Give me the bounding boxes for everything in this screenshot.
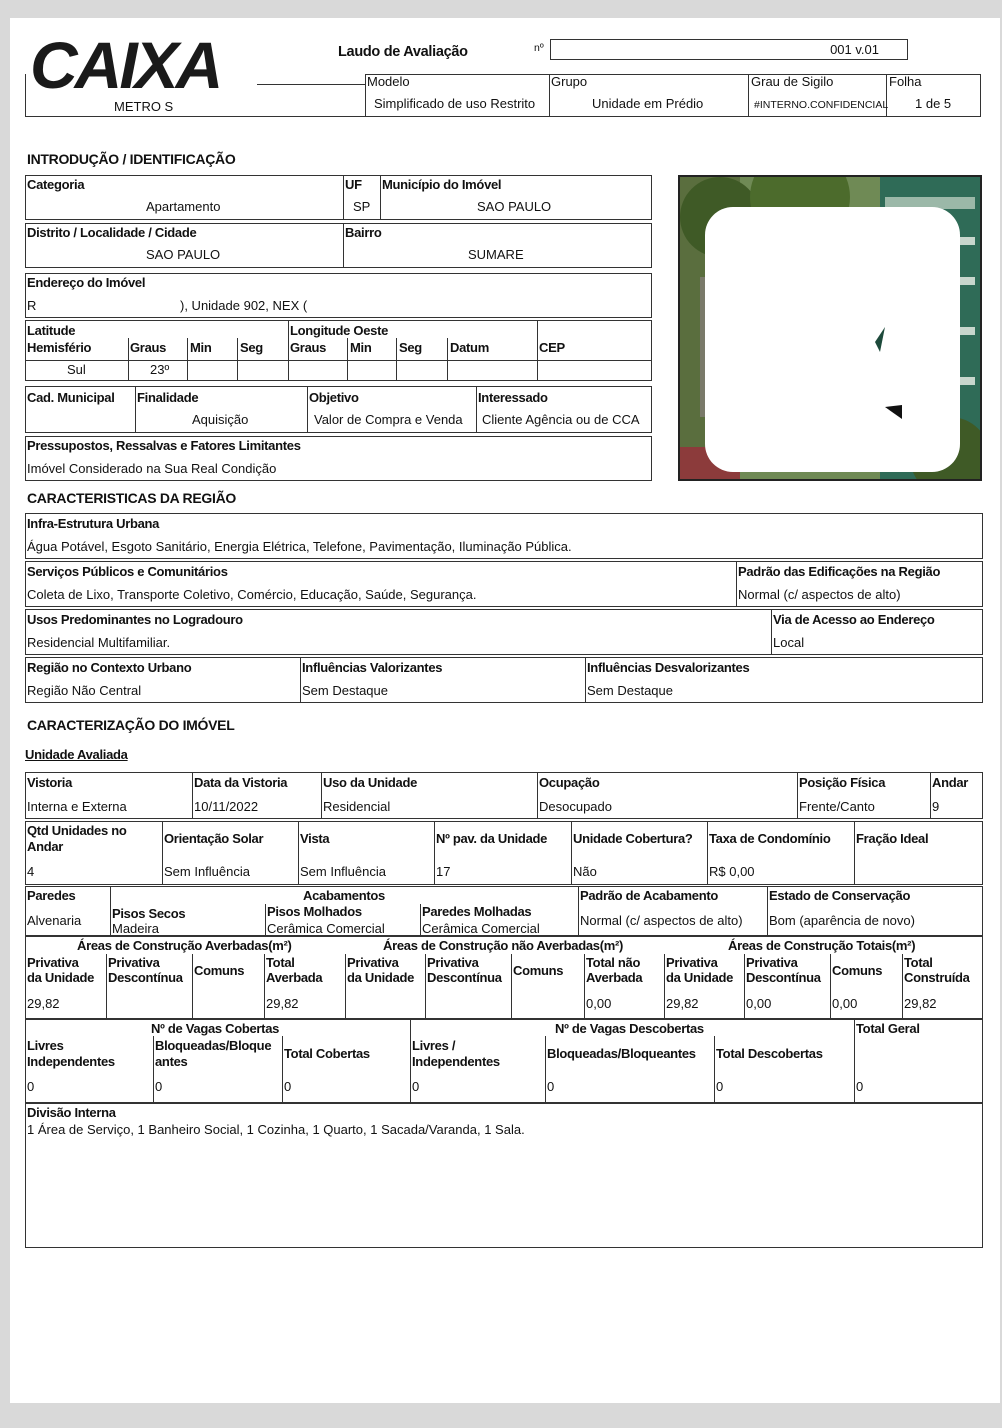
divisao-value: 1 Área de Serviço, 1 Banheiro Social, 1 Cozinha, 1 Quarto, 1 Sacada/Varanda, 1 Sala. bbox=[27, 1122, 525, 1137]
pressupostos-label: Pressupostos, Ressalvas e Fatores Limitantes bbox=[27, 438, 301, 453]
area-col-header: Privativa da Unidade bbox=[347, 955, 415, 985]
valorizantes-value: Sem Destaque bbox=[302, 683, 388, 698]
contexto-value: Região Não Central bbox=[27, 683, 142, 698]
andar-label: Andar bbox=[932, 775, 969, 790]
vista-value: Sem Influência bbox=[300, 864, 386, 879]
area-col-header: Comuns bbox=[194, 963, 245, 978]
area-col-header: Total não Averbada bbox=[586, 955, 643, 985]
property-photo bbox=[678, 175, 982, 481]
areas-totais-label: Áreas de Construção Totais(m²) bbox=[728, 938, 916, 953]
area-col-divider bbox=[425, 954, 426, 1019]
qtd-value: 4 bbox=[27, 864, 35, 879]
area-col-value: 0,00 bbox=[832, 996, 858, 1011]
folha-label: Folha bbox=[889, 74, 922, 89]
via-value: Local bbox=[773, 635, 805, 650]
uf-value: SP bbox=[353, 199, 371, 214]
vistoria-label: Vistoria bbox=[27, 775, 73, 790]
orientacao-value: Sem Influência bbox=[164, 864, 250, 879]
padrao-acab-value: Normal (c/ aspectos de alto) bbox=[580, 913, 743, 928]
usos-value: Residencial Multifamiliar. bbox=[27, 635, 171, 650]
longitude-label: Longitude Oeste bbox=[290, 323, 389, 338]
building-photo-image bbox=[680, 177, 980, 479]
finalidade-value: Aquisição bbox=[192, 412, 249, 427]
paredes-molhadas-value: Cerâmica Comercial bbox=[422, 921, 540, 936]
area-col-divider bbox=[511, 954, 512, 1019]
area-col-value: 0,00 bbox=[586, 996, 612, 1011]
data-label: Data da Vistoria bbox=[194, 775, 288, 790]
distrito-value: SAO PAULO bbox=[146, 247, 221, 262]
posicao-value: Frente/Canto bbox=[799, 799, 875, 814]
uso-label: Uso da Unidade bbox=[323, 775, 418, 790]
cep-label: CEP bbox=[539, 340, 565, 355]
desvalorizantes-value: Sem Destaque bbox=[587, 683, 673, 698]
vistoria-value: Interna e Externa bbox=[27, 799, 127, 814]
municipio-label: Município do Imóvel bbox=[382, 177, 502, 192]
area-col-divider bbox=[345, 954, 346, 1019]
area-col-header: Privativa Descontínua bbox=[427, 955, 502, 985]
area-col-divider bbox=[902, 954, 903, 1019]
modelo-label: Modelo bbox=[367, 74, 410, 89]
posicao-label: Posição Física bbox=[799, 775, 886, 790]
area-col-divider bbox=[106, 954, 107, 1019]
taxa-label: Taxa de Condomínio bbox=[709, 831, 831, 846]
area-col-value: 29,82 bbox=[266, 996, 299, 1011]
area-col-divider bbox=[664, 954, 665, 1019]
bairro-label: Bairro bbox=[345, 225, 382, 240]
uso-value: Residencial bbox=[323, 799, 391, 814]
area-col-header: Comuns bbox=[513, 963, 564, 978]
categoria-value: Apartamento bbox=[146, 199, 221, 214]
number-field bbox=[550, 39, 908, 60]
livres-value: 0 bbox=[27, 1079, 35, 1094]
orientacao-label: Orientação Solar bbox=[164, 831, 264, 846]
modelo-value: Simplificado de uso Restrito bbox=[374, 96, 536, 111]
area-col-divider bbox=[584, 954, 585, 1019]
lgraus-label: Graus bbox=[290, 340, 327, 355]
uf-label: UF bbox=[345, 177, 362, 192]
section-intro-title: INTRODUÇÃO / IDENTIFICAÇÃO bbox=[27, 151, 236, 167]
endereco-value-b: ), Unidade 902, NEX ( bbox=[180, 298, 308, 313]
estado-value: Bom (aparência de novo) bbox=[769, 913, 915, 928]
ocupacao-value: Desocupado bbox=[539, 799, 612, 814]
area-col-header: Total Averbada bbox=[266, 955, 323, 985]
total-cob-value: 0 bbox=[284, 1079, 292, 1094]
area-col-header: Total Construída bbox=[904, 955, 970, 985]
distrito-label: Distrito / Localidade / Cidade bbox=[27, 225, 197, 240]
area-col-header: Privativa Descontínua bbox=[108, 955, 183, 985]
divisao-label: Divisão Interna bbox=[27, 1105, 116, 1120]
hemisferio-label: Hemisfério bbox=[27, 340, 92, 355]
categoria-label: Categoria bbox=[27, 177, 85, 192]
section-regiao-title: CARACTERISTICAS DA REGIÃO bbox=[27, 490, 236, 506]
ocupacao-label: Ocupação bbox=[539, 775, 600, 790]
total-cob-label: Total Cobertas bbox=[284, 1046, 370, 1061]
total-desc-label: Total Descobertas bbox=[716, 1046, 823, 1061]
datum-label: Datum bbox=[450, 340, 489, 355]
area-col-value: 29,82 bbox=[27, 996, 60, 1011]
lseg-label: Seg bbox=[399, 340, 422, 355]
usos-label: Usos Predominantes no Logradouro bbox=[27, 612, 243, 627]
estado-label: Estado de Conservação bbox=[769, 888, 911, 903]
hemisferio-value: Sul bbox=[67, 362, 86, 377]
bloq-d-label: Bloqueadas/Bloqueantes bbox=[547, 1046, 696, 1061]
graus-label: Graus bbox=[130, 340, 167, 355]
folha-value: 1 de 5 bbox=[915, 96, 952, 111]
bloq-label: Bloqueadas/Bloqueantes bbox=[155, 1038, 272, 1069]
area-col-header: Comuns bbox=[832, 963, 883, 978]
desvalorizantes-label: Influências Desvalorizantes bbox=[587, 660, 750, 675]
area-col-header: Privativa da Unidade bbox=[27, 955, 95, 985]
infra-label: Infra-Estrutura Urbana bbox=[27, 516, 160, 531]
doc-title: Laudo de Avaliação bbox=[338, 44, 468, 60]
cobertura-value: Não bbox=[573, 864, 597, 879]
area-col-value: 29,82 bbox=[666, 996, 699, 1011]
header-sub-left: METRO S bbox=[114, 99, 174, 114]
vagas-cobertas-label: Nº de Vagas Cobertas bbox=[151, 1021, 280, 1036]
livres-d-value: 0 bbox=[412, 1079, 420, 1094]
acabamentos-label: Acabamentos bbox=[303, 888, 385, 903]
objetivo-value: Valor de Compra e Venda bbox=[314, 412, 463, 427]
section-imovel-title: CARACTERIZAÇÃO DO IMÓVEL bbox=[27, 717, 235, 733]
padrao-acab-label: Padrão de Acabamento bbox=[580, 888, 719, 903]
graus-value: 23º bbox=[150, 362, 170, 377]
sigilo-value: #INTERNO.CONFIDENCIAL bbox=[754, 99, 889, 111]
row-categoria bbox=[25, 175, 652, 220]
number-value: 001 v.01 bbox=[830, 42, 879, 57]
seg-label: Seg bbox=[240, 340, 263, 355]
livres-label: Livres Independentes bbox=[27, 1038, 115, 1069]
interessado-label: Interessado bbox=[478, 390, 548, 405]
vagas-descobertas-label: Nº de Vagas Descobertas bbox=[555, 1021, 704, 1036]
paredes-label: Paredes bbox=[27, 888, 76, 903]
municipio-value: SAO PAULO bbox=[477, 199, 552, 214]
paredes-value: Alvenaria bbox=[27, 913, 82, 928]
area-col-value: 29,82 bbox=[904, 996, 937, 1011]
endereco-value-a: R bbox=[27, 298, 37, 313]
qtd-label: Qtd Unidades no Andar bbox=[27, 823, 127, 854]
padrao-value: Normal (c/ aspectos de alto) bbox=[738, 587, 901, 602]
contexto-label: Região no Contexto Urbano bbox=[27, 660, 192, 675]
min-label: Min bbox=[190, 340, 212, 355]
objetivo-label: Objetivo bbox=[309, 390, 359, 405]
number-label: nº bbox=[534, 42, 544, 54]
total-geral-label: Total Geral bbox=[856, 1021, 920, 1036]
area-col-header: Privativa da Unidade bbox=[666, 955, 734, 985]
pressupostos-value: Imóvel Considerado na Sua Real Condição bbox=[27, 461, 277, 476]
servicos-label: Serviços Públicos e Comunitários bbox=[27, 564, 228, 579]
endereco-label: Endereço do Imóvel bbox=[27, 275, 146, 290]
lmin-label: Min bbox=[350, 340, 372, 355]
npav-value: 17 bbox=[436, 864, 451, 879]
area-col-value: 0,00 bbox=[746, 996, 772, 1011]
grupo-label: Grupo bbox=[551, 74, 588, 89]
finalidade-label: Finalidade bbox=[137, 390, 199, 405]
cadmun-label: Cad. Municipal bbox=[27, 390, 115, 405]
taxa-value: R$ 0,00 bbox=[709, 864, 755, 879]
andar-value: 9 bbox=[932, 799, 940, 814]
vista-label: Vista bbox=[300, 831, 330, 846]
npav-label: Nº pav. da Unidade bbox=[436, 831, 548, 846]
data-value: 10/11/2022 bbox=[194, 799, 259, 814]
area-col-divider bbox=[744, 954, 745, 1019]
bairro-value: SUMARE bbox=[468, 247, 524, 262]
interessado-value: Cliente Agência ou de CCA bbox=[482, 412, 640, 427]
latitude-label: Latitude bbox=[27, 323, 76, 338]
areas-nao-averbadas-label: Áreas de Construção não Averbadas(m²) bbox=[383, 938, 624, 953]
cobertura-label: Unidade Cobertura? bbox=[573, 831, 693, 846]
area-col-divider bbox=[830, 954, 831, 1019]
svg-text:CAIXA: CAIXA bbox=[30, 36, 221, 96]
areas-averbadas-label: Áreas de Construção Averbadas(m²) bbox=[77, 938, 292, 953]
servicos-value: Coleta de Lixo, Transporte Coletivo, Comércio, Educação, Saúde, Segurança. bbox=[27, 587, 477, 602]
total-geral-value: 0 bbox=[856, 1079, 864, 1094]
total-desc-value: 0 bbox=[716, 1079, 724, 1094]
area-col-divider bbox=[264, 954, 265, 1019]
sigilo-label: Grau de Sigilo bbox=[751, 74, 834, 89]
pisos-secos-value: Madeira bbox=[112, 921, 159, 936]
livres-d-label: Livres / Independentes bbox=[412, 1038, 500, 1069]
padrao-label: Padrão das Edificações na Região bbox=[738, 564, 941, 579]
pisos-molhados-label: Pisos Molhados bbox=[267, 904, 362, 919]
bloq-value: 0 bbox=[155, 1079, 163, 1094]
area-col-header: Privativa Descontínua bbox=[746, 955, 821, 985]
via-label: Via de Acesso ao Endereço bbox=[773, 612, 935, 627]
infra-value: Água Potável, Esgoto Sanitário, Energia Elétrica, Telefone, Pavimentação, Iluminação Pública. bbox=[27, 539, 572, 554]
grupo-value: Unidade em Prédio bbox=[592, 96, 704, 111]
fracao-label: Fração Ideal bbox=[856, 831, 929, 846]
area-col-divider bbox=[192, 954, 193, 1019]
bloq-d-value: 0 bbox=[547, 1079, 555, 1094]
valorizantes-label: Influências Valorizantes bbox=[302, 660, 443, 675]
pisos-molhados-value: Cerâmica Comercial bbox=[267, 921, 385, 936]
unidade-subtitle: Unidade Avaliada bbox=[25, 747, 128, 762]
report-page bbox=[10, 18, 1000, 1403]
paredes-molhadas-label: Paredes Molhadas bbox=[422, 904, 532, 919]
pisos-secos-label: Pisos Secos bbox=[112, 906, 186, 921]
